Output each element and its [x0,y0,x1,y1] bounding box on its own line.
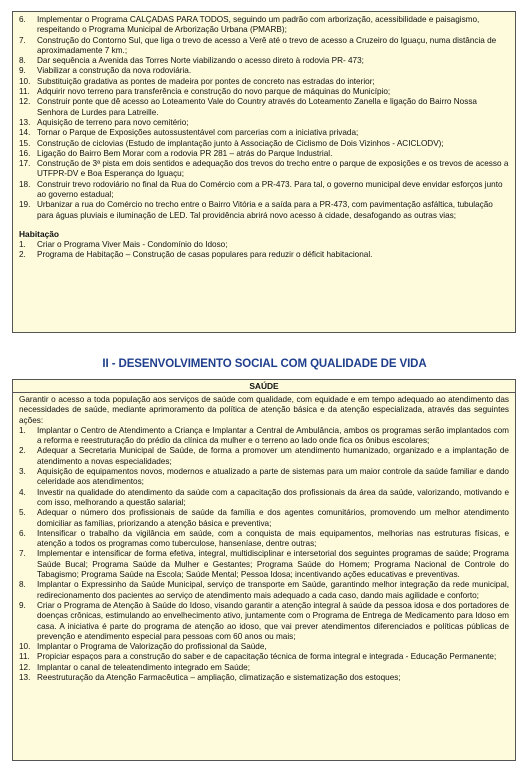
list-item [19,159,509,180]
list-item [19,240,509,250]
list-item [19,446,509,467]
list-item-text: Aquisição de equipamentos novos, modernos e atualizado a parte de sistemas para um maior controle da saúde familiar e dando celeridade aos atendimentos; [37,467,509,487]
list-item-text: Aquisição de terreno para novo cemitério; [37,117,189,127]
list-item [19,601,509,642]
list-item-number: 15. [19,138,31,148]
list-item-number: 19. [19,200,31,210]
list-item-text: Adquirir novo terreno para transferência e construção do novo parque de máquinas do Município; [37,87,391,97]
list-item-number: 13. [19,673,31,683]
list-item [19,529,509,550]
list-item [19,149,509,159]
list-item-number: 6. [19,528,26,538]
list-item-number: 9. [19,66,26,76]
list-item [19,139,509,149]
list-item-number: 13. [19,117,31,127]
list-item [19,250,509,260]
list-item [19,508,509,529]
list-item-text: Criar o Programa de Atenção à Saúde do Idoso, visando garantir a atenção integral à saúde da pessoa idosa e dos portadores de doenças crônicas, estimulando ao envelhecimento ativo, juntamente com o Programa de Entrega de Medicamento para Idoso em casa. A iniciativa é parte do programa de atenção ao idoso, que vai prever atendimentos diferenciados e políticas públicas de prevenção e atendimento especial para pessoas com 60 anos ou mais; [37,600,509,641]
list-item-number: 6. [19,15,26,24]
list-item-text: Intensificar o trabalho da vigilância em saúde, com a conquista de mais equipamentos, melhorias nas estruturas físicas, e atenção a todos os programas como tuberculose, hanseníase, dentre outras; [37,528,509,549]
list-item [19,128,509,138]
list-item-number: 14. [19,128,31,138]
list-item-number: 4. [19,487,26,497]
list-item [19,77,509,87]
list-item [19,200,509,221]
list-item-text: Construir ponte que dê acesso ao Loteamento Vale do Country através do Loteamento Zanella e ligação do Bairro Nossa Senhora de Lurdes para Latreille. [37,97,477,117]
list-item [19,663,509,673]
list-item-text: Ligação do Bairro Bem Morar com a rodovia PR 281 – atrás do Parque Industrial. [37,148,333,158]
saude-box [12,379,516,761]
infrastructure-list [19,15,509,221]
saude-body [13,393,515,683]
list-item [19,15,509,36]
list-item [19,549,509,580]
list-item [19,673,509,683]
list-item [19,642,509,652]
list-item [19,118,509,128]
infrastructure-box [12,11,516,333]
list-item [19,488,509,509]
section-title: II - DESENVOLVIMENTO SOCIAL COM QUALIDADE DE VIDA [102,358,427,370]
list-item-number: 7. [19,35,26,45]
list-item-text: Construção de ciclovias (Estudo de implantação junto à Associação de Ciclismo de Dois Vizinhos - ACICLODV); [37,138,444,148]
list-item-number: 9. [19,600,26,610]
list-item-text: Adequar o número dos profissionais de saúde da família e dos agentes comunitários, promovendo um melhor atendimento domiciliar as famílias, priorizando a atenção básica e preventiva; [37,508,509,528]
list-item-text: Programa de Habitação – Construção de casas populares para reduzir o déficit habitacional. [37,250,373,260]
habitacao-title: Habitação [19,228,60,239]
list-item-text: Viabilizar a construção da nova rodoviária. [37,66,192,76]
list-item-number: 5. [19,508,26,518]
list-item-number: 7. [19,549,26,559]
list-item-number: 8. [19,56,26,66]
list-item-text: Adequar a Secretaria Municipal de Saúde, de forma a promover um atendimento humanizado, organizado e a implantação de atendimento a novas especialidades; [37,446,509,466]
list-item [19,580,509,601]
list-item-text: Implementar o Programa CALÇADAS PARA TODOS, seguindo um padrão com arborização, acessibilidade e paisagismo, respeitando o Programa Municipal de Arborização Urbana (PMARB); [37,15,480,35]
list-item [19,97,509,118]
list-item-text: Criar o Programa Viver Mais - Condomínio do Idoso; [37,239,228,249]
list-item-text: Implantar o Programa de Valorização do profissional da Saúde, [37,642,267,652]
list-item-number: 12. [19,97,31,107]
list-item-number: 16. [19,148,31,158]
list-item [19,56,509,66]
list-item-number: 2. [19,250,26,260]
list-item-number: 10. [19,642,31,652]
list-item [19,36,509,57]
habitacao-list [19,240,509,261]
list-item [19,467,509,488]
list-item [19,66,509,76]
list-item-number: 1. [19,239,26,249]
list-item [19,652,509,662]
list-item-number: 11. [19,652,30,662]
list-item-text: Construção do Contorno Sul, que liga o trevo de acesso a Verê até o trevo de acesso a Cruzeiro do Iguaçu, numa distância de aproximadamente 7 km.; [37,35,497,55]
list-item-number: 18. [19,179,31,189]
list-item-number: 3. [19,467,26,477]
list-item-text: Tornar o Parque de Exposições autossustentável com parcerias com a iniciativa privada; [37,128,359,138]
list-item-number: 8. [19,580,26,590]
list-item-text: Implantar o canal de teleatendimento integrado em Saúde; [37,662,251,672]
saude-header: SAÚDE [13,380,515,393]
list-item-text: Dar sequência a Avenida das Torres Norte viabilizando o acesso direto à rodovia PR- 473; [37,56,364,66]
list-item [19,180,509,201]
list-item-number: 12. [19,662,31,672]
list-item-number: 17. [19,159,31,169]
list-item-text: Substituição gradativa as pontes de madeira por pontes de concreto nas estradas do interior; [37,76,375,86]
saude-list [19,426,509,683]
list-item-text: Propiciar espaços para a construção do saber e de capacitação técnica de forma integral e integrada - Educação Permanente; [37,652,497,662]
list-item-text: Implementar e intensificar de forma efetiva, integral, multidisciplinar e intersetorial dos seguintes programas de saúde; Programa Saúde Bucal; Programa Saúde da Mulher e Gestantes; Programa Saúde do Homem; Programa Nacional de Controle do Tabagismo; Programa Saúde na Escola; Saúde Mental; Pessoa Idosa; incentivando ações educativas e preventivas. [37,549,509,580]
list-item [19,87,509,97]
list-item-text: Construir trevo rodoviário no final da Rua do Comércio com a PR-473. Para tal, o governo municipal deve envidar esforços junto ao governo estadual; [37,179,503,200]
list-item-text: Implantar o Expressinho da Saúde Municipal, serviço de transporte em Saúde, garantindo melhor integração da rede municipal, redirecionamento dos pacientes ao serviço de atendimento mais adequado a cada caso, dando mais agilidade e conforto; [37,580,509,600]
list-item-text: Construção de 3ª pista em dois sentidos e adequação dos trevos do trecho entre o parque de exposições e os trevos de acesso a UTFPR-DV e Boa Esperança do Iguaçu; [37,159,509,179]
list-item [19,426,509,447]
list-item-text: Reestruturação da Atenção Farmacêutica – ampliação, climatização e sistematização dos estoques; [37,673,401,683]
list-item-number: 10. [19,76,31,86]
list-item-number: 11. [19,87,30,97]
list-item-text: Implantar o Centro de Atendimento a Criança e Implantar a Central de Ambulância, ambos os programas serão implantados com a reforma e reestruturação do prédio da clínica da mulher e o terreno ao lado onde fica os ônibus escolares; [37,425,509,446]
list-item-number: 2. [19,446,26,456]
list-item-text: Urbanizar a rua do Comércio no trecho entre o Bairro Vitória e a saída para a PR-473, com pavimentação asfáltica, tubulação para águas pluviais e iluminação de LED. Tal providência abrirá novo acesso à cidade, desafogando as outras vias; [37,200,493,220]
list-item-text: Investir na qualidade do atendimento da saúde com a capacitação dos profissionais da área da saúde, valorizando, motivando e com isso, melhorando a questão salarial; [37,487,509,507]
saude-intro: Garantir o acesso a toda população aos serviços de saúde com qualidade, com equidade e em tempo adequado ao atendimento das necessidades de saúde, mediante aprimoramento da política de atenção básica e da atenção especializada, através das seguintes ações: [19,395,509,425]
list-item-number: 1. [19,425,26,435]
